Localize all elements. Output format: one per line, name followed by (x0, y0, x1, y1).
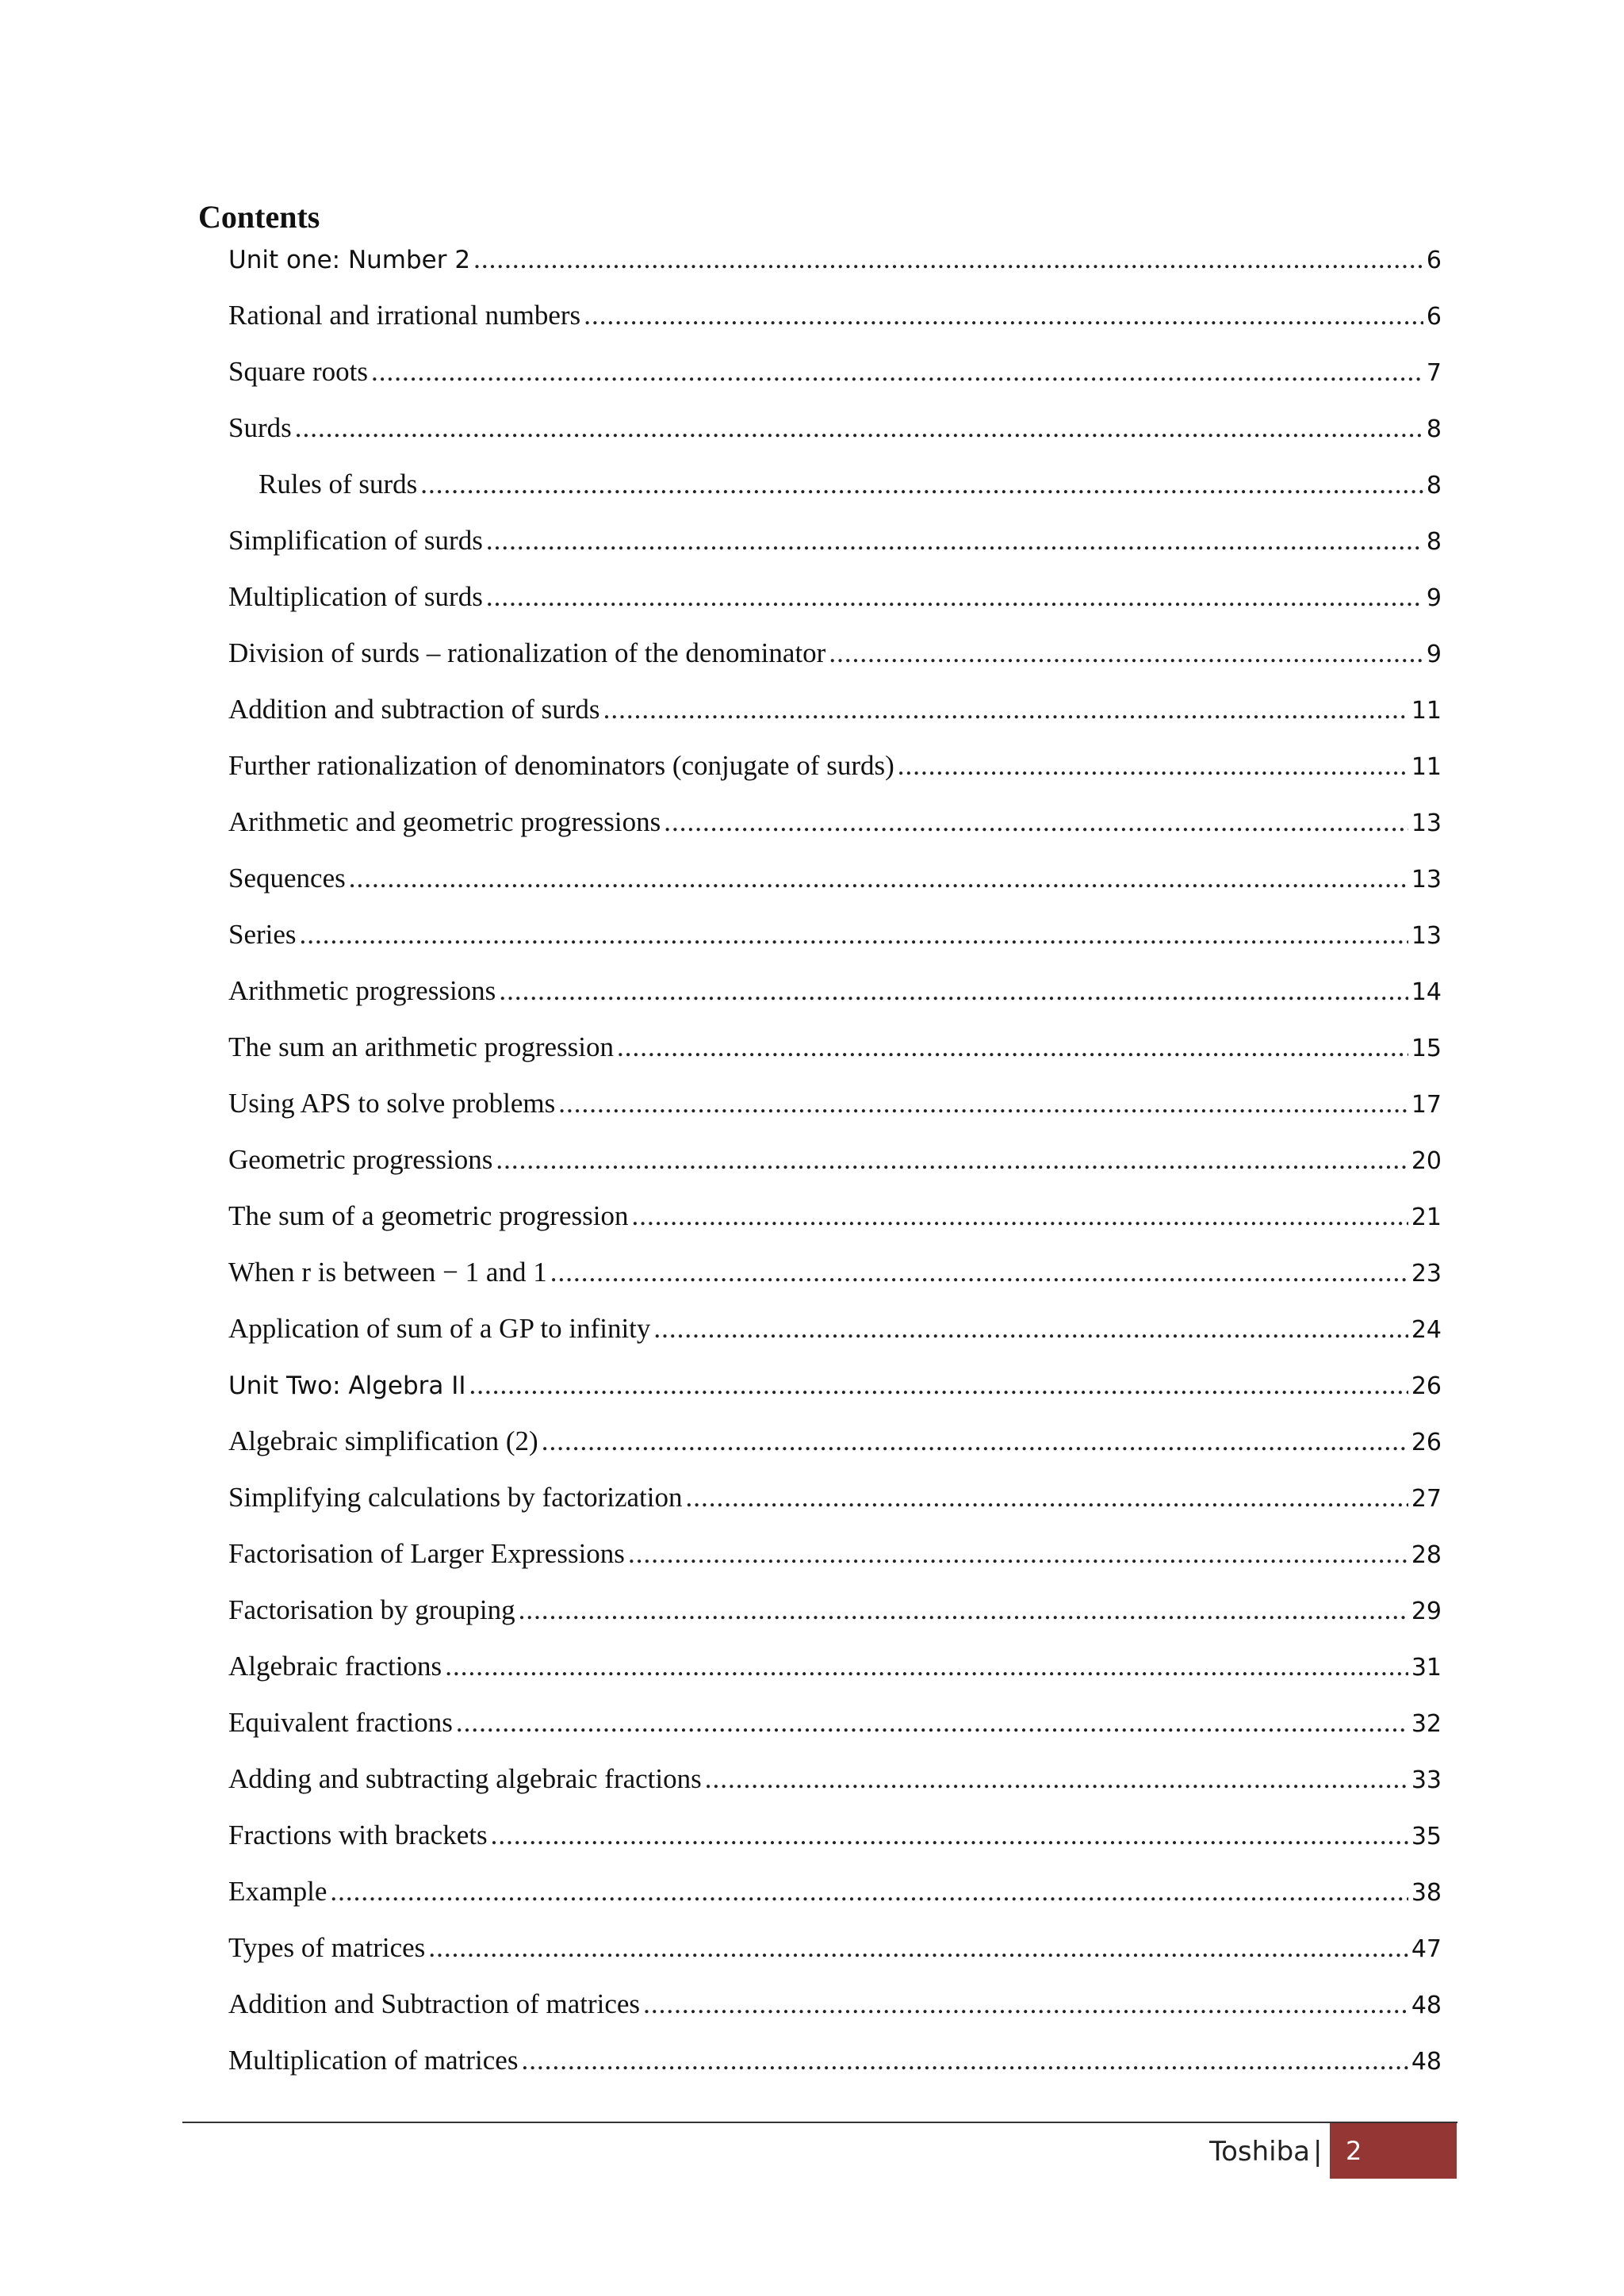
dot-leader (631, 1199, 1408, 1234)
toc-page-number: 8 (1426, 415, 1442, 443)
toc-page-number: 48 (1411, 2048, 1442, 2076)
dot-leader (295, 411, 1423, 446)
toc-page-number: 26 (1411, 1429, 1442, 1456)
toc-entry[interactable] (228, 467, 1442, 523)
toc-entry[interactable] (228, 1593, 1442, 1649)
toc-entry-title: Simplifying calculations by factorization (228, 1482, 683, 1513)
toc-entry-title: The sum of a geometric progression (228, 1200, 629, 1231)
toc-page-number: 13 (1411, 866, 1442, 894)
toc-entry-title: Arithmetic and geometric progressions (228, 806, 661, 837)
toc-page-number: 11 (1411, 697, 1442, 725)
toc-entry-title: Factorisation of Larger Expressions (228, 1538, 625, 1569)
table-of-contents (228, 242, 1442, 2099)
toc-entry[interactable] (228, 354, 1442, 411)
toc-entry[interactable] (228, 1649, 1442, 1705)
toc-entry[interactable] (228, 1480, 1442, 1536)
toc-entry[interactable] (228, 1931, 1442, 1987)
toc-page-number: 29 (1411, 1598, 1442, 1625)
toc-page-number: 9 (1426, 584, 1442, 612)
toc-entry[interactable] (228, 242, 1442, 298)
toc-entry-title: Adding and subtracting algebraic fractions (228, 1763, 702, 1794)
dot-leader (664, 805, 1408, 840)
page-number-badge: 2 (1330, 2123, 1457, 2179)
dot-leader (705, 1762, 1408, 1797)
toc-entry-title: Application of sum of a GP to infinity (228, 1313, 651, 1344)
toc-entry[interactable] (228, 523, 1442, 580)
toc-page-number: 8 (1426, 472, 1442, 499)
toc-entry-title: Example (228, 1876, 327, 1907)
toc-entry[interactable] (228, 1368, 1442, 1424)
toc-page-number: 6 (1426, 303, 1442, 331)
toc-page-number: 8 (1426, 528, 1442, 556)
toc-entry-title: Types of matrices (228, 1932, 426, 1963)
toc-page-number: 47 (1411, 1935, 1442, 1963)
dot-leader (420, 467, 1423, 502)
dot-leader (428, 1931, 1408, 1965)
toc-entry-title: The sum an arithmetic progression (228, 1031, 614, 1062)
dot-leader (643, 1987, 1408, 2022)
toc-entry-title: Further rationalization of denominators (conjugate of surds) (228, 750, 894, 781)
toc-entry-title: Algebraic fractions (228, 1651, 442, 1682)
footer-divider (182, 2122, 1457, 2123)
dot-leader (456, 1705, 1408, 1740)
toc-page-number: 11 (1411, 753, 1442, 781)
dot-leader (542, 1424, 1408, 1459)
toc-page-number: 13 (1411, 922, 1442, 950)
toc-entry[interactable] (228, 748, 1442, 805)
toc-page-number: 23 (1411, 1260, 1442, 1288)
dot-leader (653, 1311, 1408, 1346)
toc-entry[interactable] (228, 298, 1442, 354)
footer-author: Toshiba (1209, 2136, 1310, 2168)
toc-entry-title: Surds (228, 412, 292, 443)
dot-leader (829, 636, 1423, 671)
toc-entry[interactable] (228, 692, 1442, 748)
dot-leader (499, 974, 1408, 1008)
dot-leader (349, 861, 1408, 896)
toc-entry[interactable] (228, 1705, 1442, 1762)
dot-leader (486, 523, 1423, 558)
toc-entry-title: Factorisation by grouping (228, 1594, 515, 1625)
toc-entry[interactable] (228, 1142, 1442, 1199)
toc-page-number: 21 (1411, 1203, 1442, 1231)
toc-entry-title: Using APS to solve problems (228, 1088, 556, 1119)
dot-leader (445, 1649, 1408, 1684)
dot-leader (603, 692, 1408, 727)
dot-leader (330, 1874, 1408, 1909)
toc-entry-title: Rules of surds (259, 469, 418, 499)
contents-heading: Contents (198, 199, 320, 235)
toc-entry-title: Geometric progressions (228, 1144, 493, 1175)
toc-entry-title: Equivalent fractions (228, 1707, 453, 1738)
toc-entry[interactable] (228, 636, 1442, 692)
toc-entry[interactable] (228, 1424, 1442, 1480)
dot-leader (519, 1593, 1408, 1628)
dot-leader (496, 1142, 1408, 1177)
toc-page-number: 38 (1411, 1879, 1442, 1907)
toc-page-number: 15 (1411, 1035, 1442, 1062)
toc-entry[interactable] (228, 2043, 1442, 2099)
toc-page-number: 6 (1426, 247, 1442, 274)
dot-leader (617, 1030, 1408, 1065)
toc-entry-title: Fractions with brackets (228, 1820, 488, 1850)
toc-page-number: 28 (1411, 1541, 1442, 1569)
toc-entry[interactable] (228, 1086, 1442, 1142)
toc-entry-title: Series (228, 919, 297, 950)
toc-entry[interactable] (228, 861, 1442, 917)
toc-entry[interactable] (228, 974, 1442, 1030)
toc-page-number: 33 (1411, 1766, 1442, 1794)
toc-entry[interactable] (228, 580, 1442, 636)
toc-page-number: 24 (1411, 1316, 1442, 1344)
dot-leader (521, 2043, 1408, 2078)
toc-entry-title: Unit one: Number 2 (228, 246, 471, 274)
toc-page-number: 26 (1411, 1372, 1442, 1400)
toc-entry-title: Multiplication of surds (228, 581, 483, 612)
toc-entry-title: Rational and irrational numbers (228, 300, 581, 331)
toc-page-number: 14 (1411, 978, 1442, 1006)
dot-leader (898, 748, 1408, 783)
toc-entry[interactable] (228, 1874, 1442, 1931)
toc-entry[interactable] (228, 1987, 1442, 2043)
toc-page-number: 20 (1411, 1147, 1442, 1175)
toc-page-number: 48 (1411, 1992, 1442, 2019)
toc-page-number: 27 (1411, 1485, 1442, 1513)
dot-leader (486, 580, 1423, 614)
dot-leader (491, 1818, 1408, 1853)
toc-entry[interactable] (228, 1818, 1442, 1874)
toc-entry-title: Multiplication of matrices (228, 2045, 519, 2076)
dot-leader (469, 1368, 1408, 1402)
dot-leader (584, 298, 1423, 333)
toc-entry-title: Square roots (228, 356, 368, 387)
toc-entry-title: When r is between − 1 and 1 (228, 1257, 547, 1288)
dot-leader (628, 1536, 1408, 1571)
dot-leader (473, 242, 1423, 277)
toc-entry-title: Division of surds – rationalization of the denominator (228, 637, 826, 668)
toc-entry[interactable] (228, 1536, 1442, 1593)
toc-page-number: 35 (1411, 1823, 1442, 1850)
toc-entry-title: Addition and subtraction of surds (228, 694, 600, 725)
dot-leader (300, 917, 1408, 952)
toc-entry-title: Simplification of surds (228, 525, 483, 556)
toc-entry[interactable] (228, 917, 1442, 974)
toc-entry[interactable] (228, 411, 1442, 467)
toc-page-number: 31 (1411, 1654, 1442, 1682)
dot-leader (558, 1086, 1408, 1121)
toc-page-number: 32 (1411, 1710, 1442, 1738)
dot-leader (550, 1255, 1408, 1290)
toc-page-number: 17 (1411, 1091, 1442, 1119)
toc-entry[interactable] (228, 1030, 1442, 1086)
toc-entry-title: Arithmetic progressions (228, 975, 496, 1006)
toc-entry-title: Algebraic simplification (2) (228, 1425, 538, 1456)
dot-leader (371, 354, 1423, 389)
toc-entry-title: Unit Two: Algebra II (228, 1372, 466, 1400)
toc-page-number: 9 (1426, 641, 1442, 668)
toc-entry-title: Sequences (228, 863, 346, 894)
toc-entry[interactable] (228, 1199, 1442, 1255)
toc-entry[interactable] (228, 805, 1442, 861)
toc-entry[interactable] (228, 1311, 1442, 1368)
dot-leader (686, 1480, 1408, 1515)
footer-separator: | (1313, 2136, 1323, 2168)
toc-page-number: 13 (1411, 809, 1442, 837)
toc-entry-title: Addition and Subtraction of matrices (228, 1988, 641, 2019)
toc-page-number: 7 (1426, 359, 1442, 387)
toc-entry[interactable] (228, 1255, 1442, 1311)
toc-entry[interactable] (228, 1762, 1442, 1818)
